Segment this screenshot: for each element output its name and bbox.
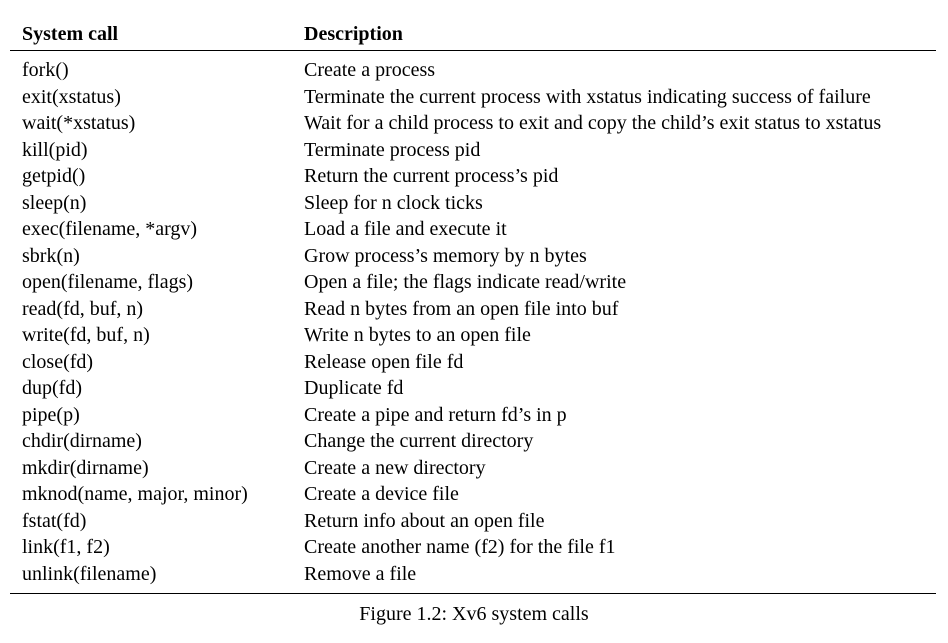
- header-description: Description: [292, 18, 936, 51]
- system-call-name: open(filename, flags): [22, 271, 194, 293]
- table-row: [10, 110, 936, 137]
- system-call-name: fork(): [22, 59, 69, 81]
- system-call-description: Return info about an open file: [304, 509, 545, 532]
- system-call-description: Wait for a child process to exit and copy the child’s exit status to xstatus: [304, 112, 882, 134]
- table-header-row: [10, 18, 936, 51]
- system-call-name: wait(*xstatus): [22, 112, 136, 134]
- table-row: [10, 296, 936, 323]
- system-call-name: mknod(name, major, minor): [22, 483, 248, 505]
- system-call-name: mkdir(dirname): [22, 456, 149, 479]
- table-row: [10, 190, 936, 217]
- system-call-name: read(fd, buf, n): [22, 297, 144, 320]
- system-call-description: Remove a file: [292, 561, 936, 594]
- system-call-description: Read n bytes from an open file into buf: [304, 297, 619, 320]
- system-call-description: Return the current process’s pid: [304, 165, 559, 187]
- system-call-description: Grow process’s memory by n bytes: [304, 244, 587, 267]
- system-call-name: unlink(filename): [10, 561, 292, 594]
- system-call-name: close(fd): [22, 350, 94, 373]
- system-call-description: Create a process: [304, 59, 436, 81]
- table-row: [10, 243, 936, 270]
- table-row: [10, 216, 936, 243]
- table-row: [10, 51, 936, 84]
- figure-caption: Figure 1.2: Xv6 system calls: [359, 603, 589, 625]
- table-row: [10, 349, 936, 376]
- table-row: [10, 561, 936, 594]
- system-call-name: dup(fd): [22, 377, 82, 399]
- system-call-description: Open a file; the flags indicate read/write: [304, 271, 627, 293]
- system-call-name: exit(xstatus): [22, 85, 121, 108]
- system-call-description: Create a new directory: [304, 456, 486, 479]
- table-row: [10, 455, 936, 482]
- system-call-name: fstat(fd): [22, 509, 87, 532]
- system-call-name: write(fd, buf, n): [22, 324, 150, 346]
- table-row: [10, 428, 936, 455]
- system-call-description: Terminate the current process with xstatus indicating success of failure: [304, 85, 871, 108]
- system-call-description: Create another name (f2) for the file f1: [304, 536, 616, 558]
- table-row: [10, 481, 936, 508]
- system-call-name: getpid(): [22, 165, 86, 187]
- header-system-call: System call: [10, 18, 292, 51]
- table-row: [10, 322, 936, 349]
- system-call-description: Sleep for n clock ticks: [304, 191, 483, 214]
- system-call-description: Create a device file: [304, 483, 459, 505]
- system-call-name: sleep(n): [22, 191, 87, 214]
- system-call-description: Write n bytes to an open file: [304, 324, 531, 346]
- system-call-description: Load a file and execute it: [304, 218, 507, 240]
- system-call-name: pipe(p): [22, 403, 80, 426]
- table-row: [10, 402, 936, 429]
- system-call-name: kill(pid): [22, 138, 88, 161]
- table-row: [10, 269, 936, 296]
- table-row: [10, 375, 936, 402]
- system-call-description: Create a pipe and return fd’s in p: [304, 403, 567, 426]
- table-row: [10, 137, 936, 164]
- system-call-description: Release open file fd: [304, 350, 464, 373]
- system-call-description: Duplicate fd: [304, 377, 404, 399]
- system-call-description: Change the current directory: [304, 430, 534, 452]
- system-call-name: link(f1, f2): [22, 536, 110, 558]
- table-row: [10, 163, 936, 190]
- system-call-name: exec(filename, *argv): [22, 218, 198, 240]
- table-row: [10, 508, 936, 535]
- system-calls-table-container: [10, 18, 936, 594]
- system-call-name: sbrk(n): [22, 244, 80, 267]
- table-row: [10, 534, 936, 561]
- table-row: [10, 84, 936, 111]
- system-call-name: chdir(dirname): [22, 430, 142, 452]
- system-calls-table: [10, 18, 936, 594]
- table-body: [10, 51, 936, 594]
- system-call-description: Terminate process pid: [304, 138, 481, 161]
